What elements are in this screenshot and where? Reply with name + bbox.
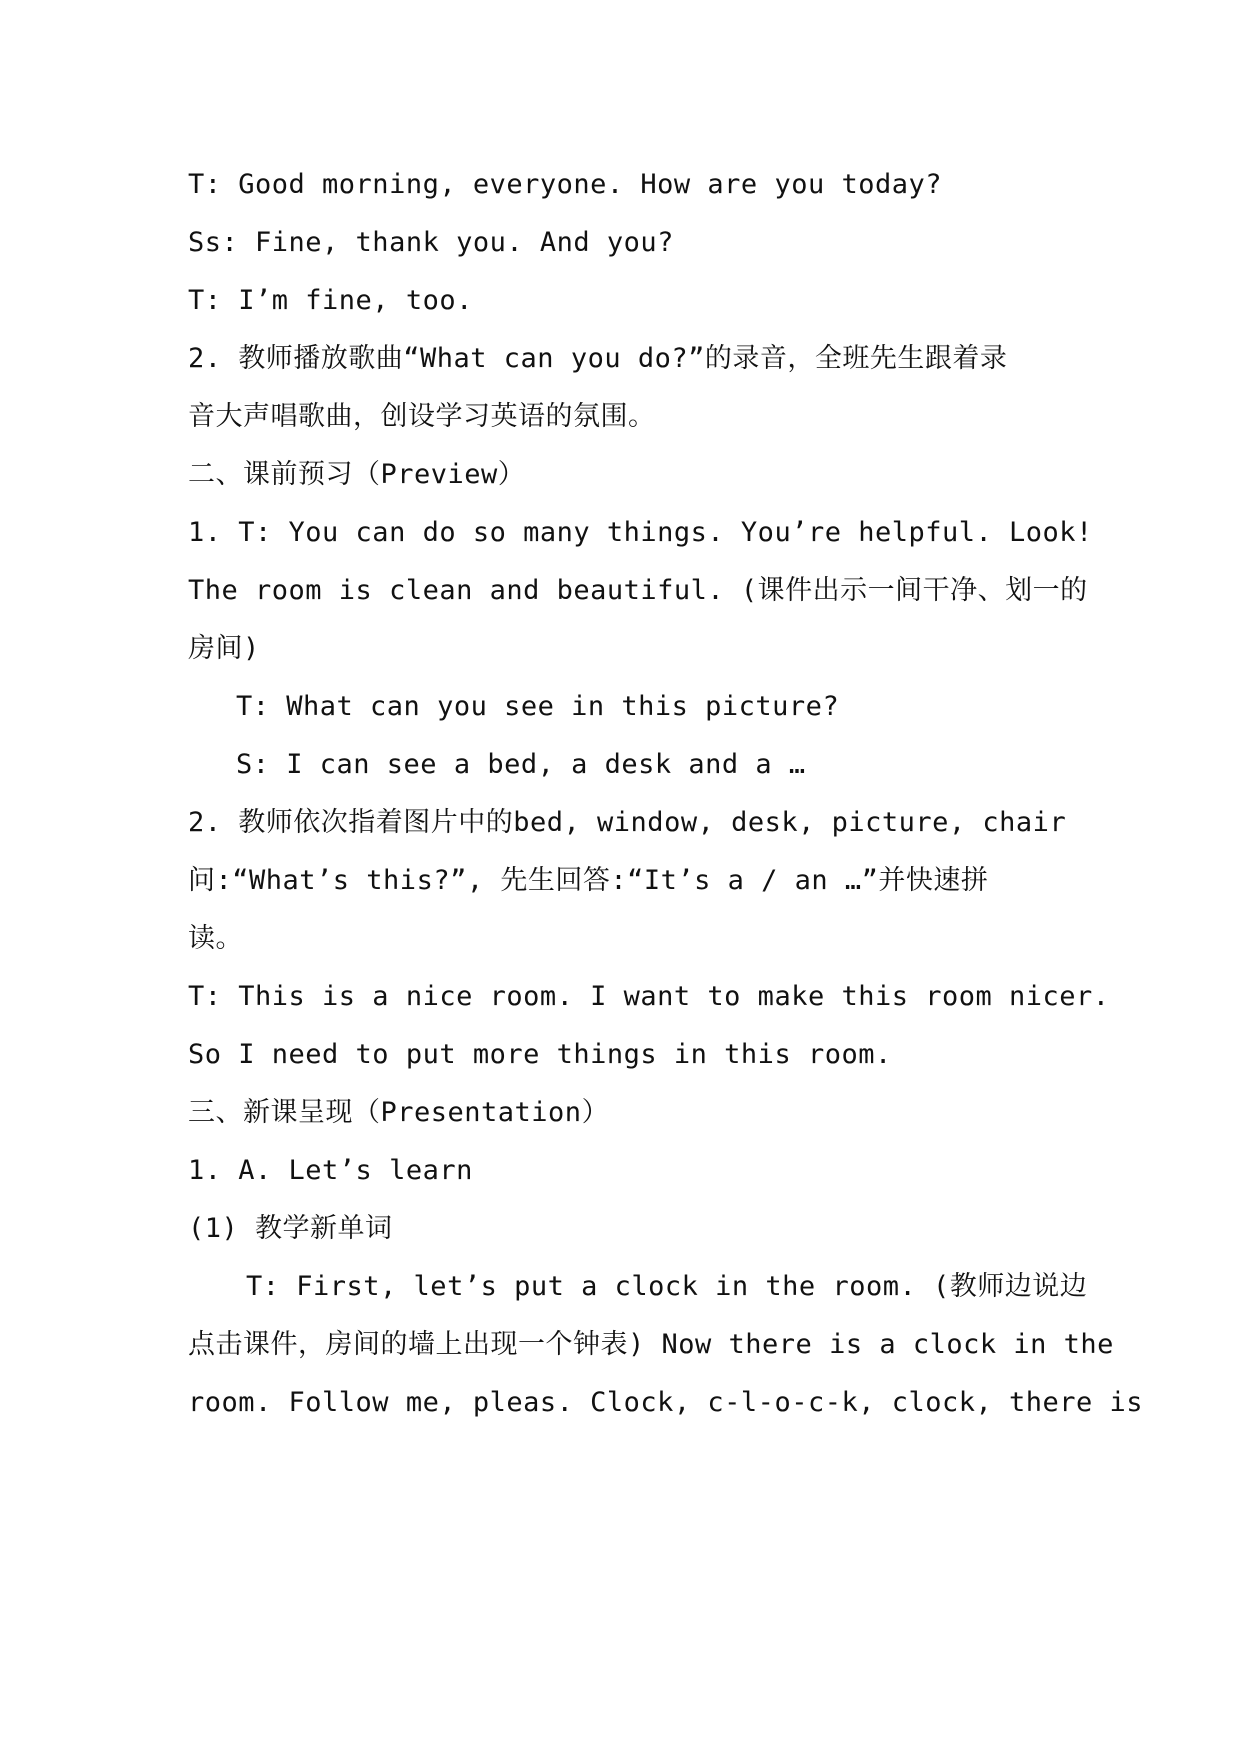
text-line: 2. 教师依次指着图片中的bed, window, desk, picture, chair — [188, 807, 1067, 838]
text-line: T: Good morning, everyone. How are you today? — [188, 169, 942, 200]
text-line: S: I can see a bed, a desk and a … — [236, 749, 806, 780]
text-line: T: This is a nice room. I want to make this room nicer. — [188, 981, 1110, 1012]
text-line: The room is clean and beautiful. (课件出示一间干净、划一的 — [188, 575, 1088, 606]
text-line: 音大声唱歌曲，创设学习英语的氛围。 — [188, 401, 656, 432]
text-line: 读。 — [188, 923, 243, 954]
text-line: So I need to put more things in this room. — [188, 1039, 892, 1070]
text-line: T: I’m fine, too. — [188, 285, 473, 316]
text-line: T: First, let’s put a clock in the room. (教师边说边 — [246, 1271, 1088, 1302]
text-line: 点击课件，房间的墙上出现一个钟表) Now there is a clock in the — [188, 1329, 1114, 1360]
text-line: (1) 教学新单词 — [188, 1213, 393, 1244]
text-line: 房间) — [188, 633, 260, 664]
text-line: 2. 教师播放歌曲“What can you do?”的录音，全班先生跟着录 — [188, 343, 1008, 374]
text-line: 1. A. Let’s learn — [188, 1155, 473, 1186]
section-heading-presentation: 三、新课呈现（Presentation） — [188, 1097, 610, 1128]
text-line: room. Follow me, pleas. Clock, c-l-o-c-k, clock, there is — [188, 1387, 1144, 1418]
text-line: T: What can you see in this picture? — [236, 691, 840, 722]
section-heading-preview: 二、课前预习（Preview） — [188, 459, 526, 490]
text-line: 问:“What’s this?”, 先生回答:“It’s a / an …”并快速拼 — [188, 865, 989, 896]
text-line: Ss: Fine, thank you. And you? — [188, 227, 674, 258]
text-line: 1. T: You can do so many things. You’re helpful. Look! — [188, 517, 1093, 548]
